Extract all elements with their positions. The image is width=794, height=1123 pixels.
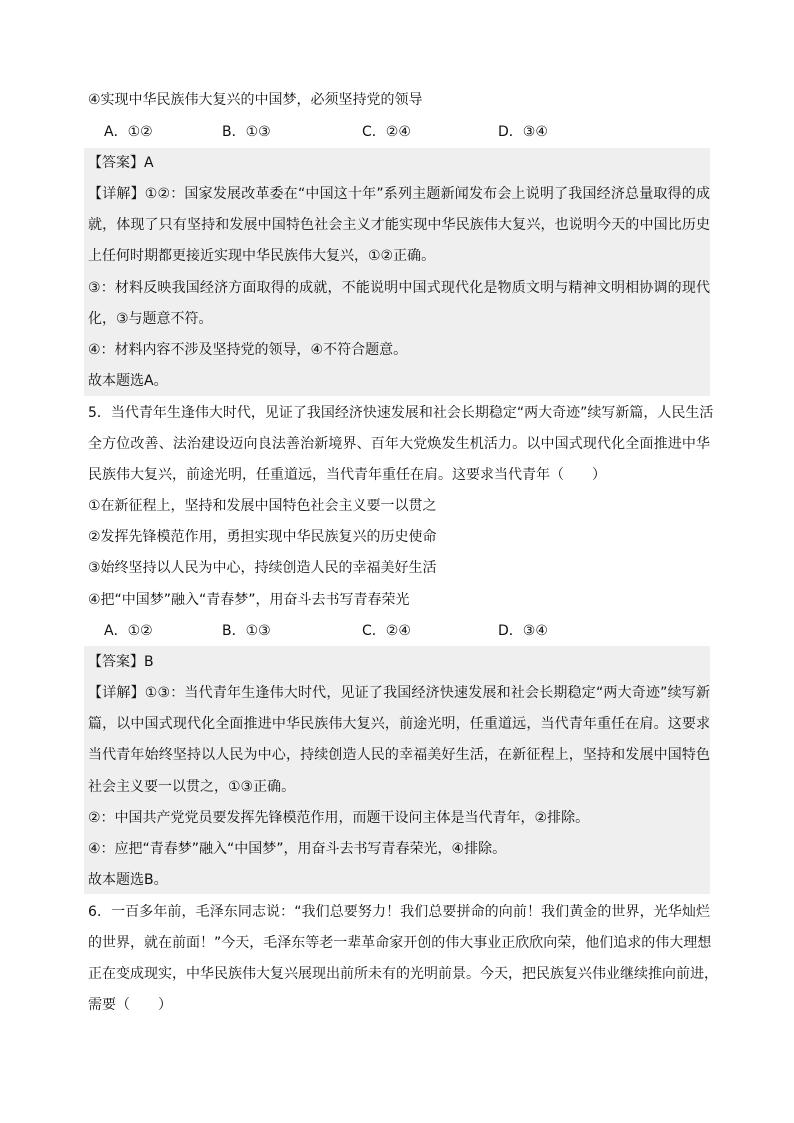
q5-detail-line: ②：中国共产党党员要发挥先锋模范作用，而题干设问主体是当代青年，②排除。 bbox=[88, 810, 590, 826]
q6-stem-line: 的世界，就在前面！”今天，毛泽东等老一辈革命家开创的伟大事业正欣欣向荣，他们追求的伟大理想 bbox=[88, 935, 712, 951]
q5-option-d: D．③④ bbox=[498, 623, 548, 639]
q5-item-1: ①在新征程上，坚持和发展中国特色社会主义要一以贯之 bbox=[88, 498, 437, 514]
q5-stem-line: 民族伟大复兴，前途光明，任重道远，当代青年重任在肩。这要求当代青年（ ） bbox=[88, 467, 606, 483]
q4-detail-line: ④：材料内容不涉及坚持党的领导，④不符合题意。 bbox=[88, 342, 408, 358]
q4-detail-line: 上任何时期都更接近实现中华民族伟大复兴，①②正确。 bbox=[88, 248, 436, 264]
q4-answer: 【答案】A bbox=[88, 155, 154, 171]
q4-option-c: C．②④ bbox=[362, 124, 411, 140]
q5-detail-line: 当代青年始终坚持以人民为中心，持续创造人民的幸福美好生活，在新征程上，坚持和发展中国特色 bbox=[88, 747, 710, 763]
q5-item-3: ③始终坚持以人民为中心，持续创造人民的幸福美好生活 bbox=[88, 560, 437, 576]
q4-conclusion: 故本题选A。 bbox=[88, 373, 168, 389]
q4-detail-line: 就，体现了只有坚持和发展中国特色社会主义才能实现中华民族伟大复兴，也说明今天的中国比历史 bbox=[88, 217, 710, 233]
q5-detail-line: 篇，以中国式现代化全面推进中华民族伟大复兴，前途光明，任重道远，当代青年重任在肩。这要求 bbox=[88, 716, 710, 732]
q5-detail-line: 【详解】①③：当代青年生逢伟大时代，见证了我国经济快速发展和社会长期稳定“两大奇迹”续写新 bbox=[88, 685, 710, 701]
q5-stem-line: 全方位改善、法治建设迈向良法善治新境界、百年大党焕发生机活力。以中国式现代化全面推进中华 bbox=[88, 436, 710, 452]
q4-option-d: D．③④ bbox=[498, 124, 548, 140]
q5-item-4: ④把“中国梦”融入“青春梦”，用奋斗去书写青春荣光 bbox=[88, 592, 410, 608]
q5-option-b: B．①③ bbox=[222, 623, 271, 639]
q5-detail-line: 社会主义要一以贯之，①③正确。 bbox=[88, 779, 296, 795]
q4-option-a: A．①② bbox=[104, 124, 153, 140]
q4-detail-line: ③：材料反映我国经济方面取得的成就，不能说明中国式现代化是物质文明与精神文明相协调的现代 bbox=[88, 280, 710, 296]
q5-detail-line: ④：应把“青春梦”融入“中国梦”，用奋斗去书写青春荣光，④排除。 bbox=[88, 841, 507, 857]
q4-item-4: ④实现中华民族伟大复兴的中国梦，必须坚持党的领导 bbox=[88, 92, 423, 108]
q5-option-c: C．②④ bbox=[362, 623, 411, 639]
q5-option-a: A．①② bbox=[104, 623, 153, 639]
q4-detail-line: 化，③与题意不符。 bbox=[88, 311, 213, 327]
q5-stem-line: 5．当代青年生逢伟大时代，见证了我国经济快速发展和社会长期稳定“两大奇迹”续写新篇，人民生活 bbox=[88, 405, 714, 421]
q6-stem-line: 6．一百多年前，毛泽东同志说：“我们总要努力！我们总要拼命的向前！我们黄金的世界，光华灿烂 bbox=[88, 904, 710, 920]
q4-option-b: B．①③ bbox=[222, 124, 271, 140]
q4-detail-line: 【详解】①②：国家发展改革委在“中国这十年”系列主题新闻发布会上说明了我国经济总量取得的成 bbox=[88, 186, 710, 202]
q6-stem-line: 需要（ ） bbox=[88, 997, 172, 1013]
q5-item-2: ②发挥先锋模范作用，勇担实现中华民族复兴的历史使命 bbox=[88, 529, 437, 545]
q5-conclusion: 故本题选B。 bbox=[88, 872, 168, 888]
q5-answer: 【答案】B bbox=[88, 654, 154, 670]
q6-stem-line: 正在变成现实，中华民族伟大复兴展现出前所未有的光明前景。今天，把民族复兴伟业继续推向前进， bbox=[88, 966, 718, 982]
